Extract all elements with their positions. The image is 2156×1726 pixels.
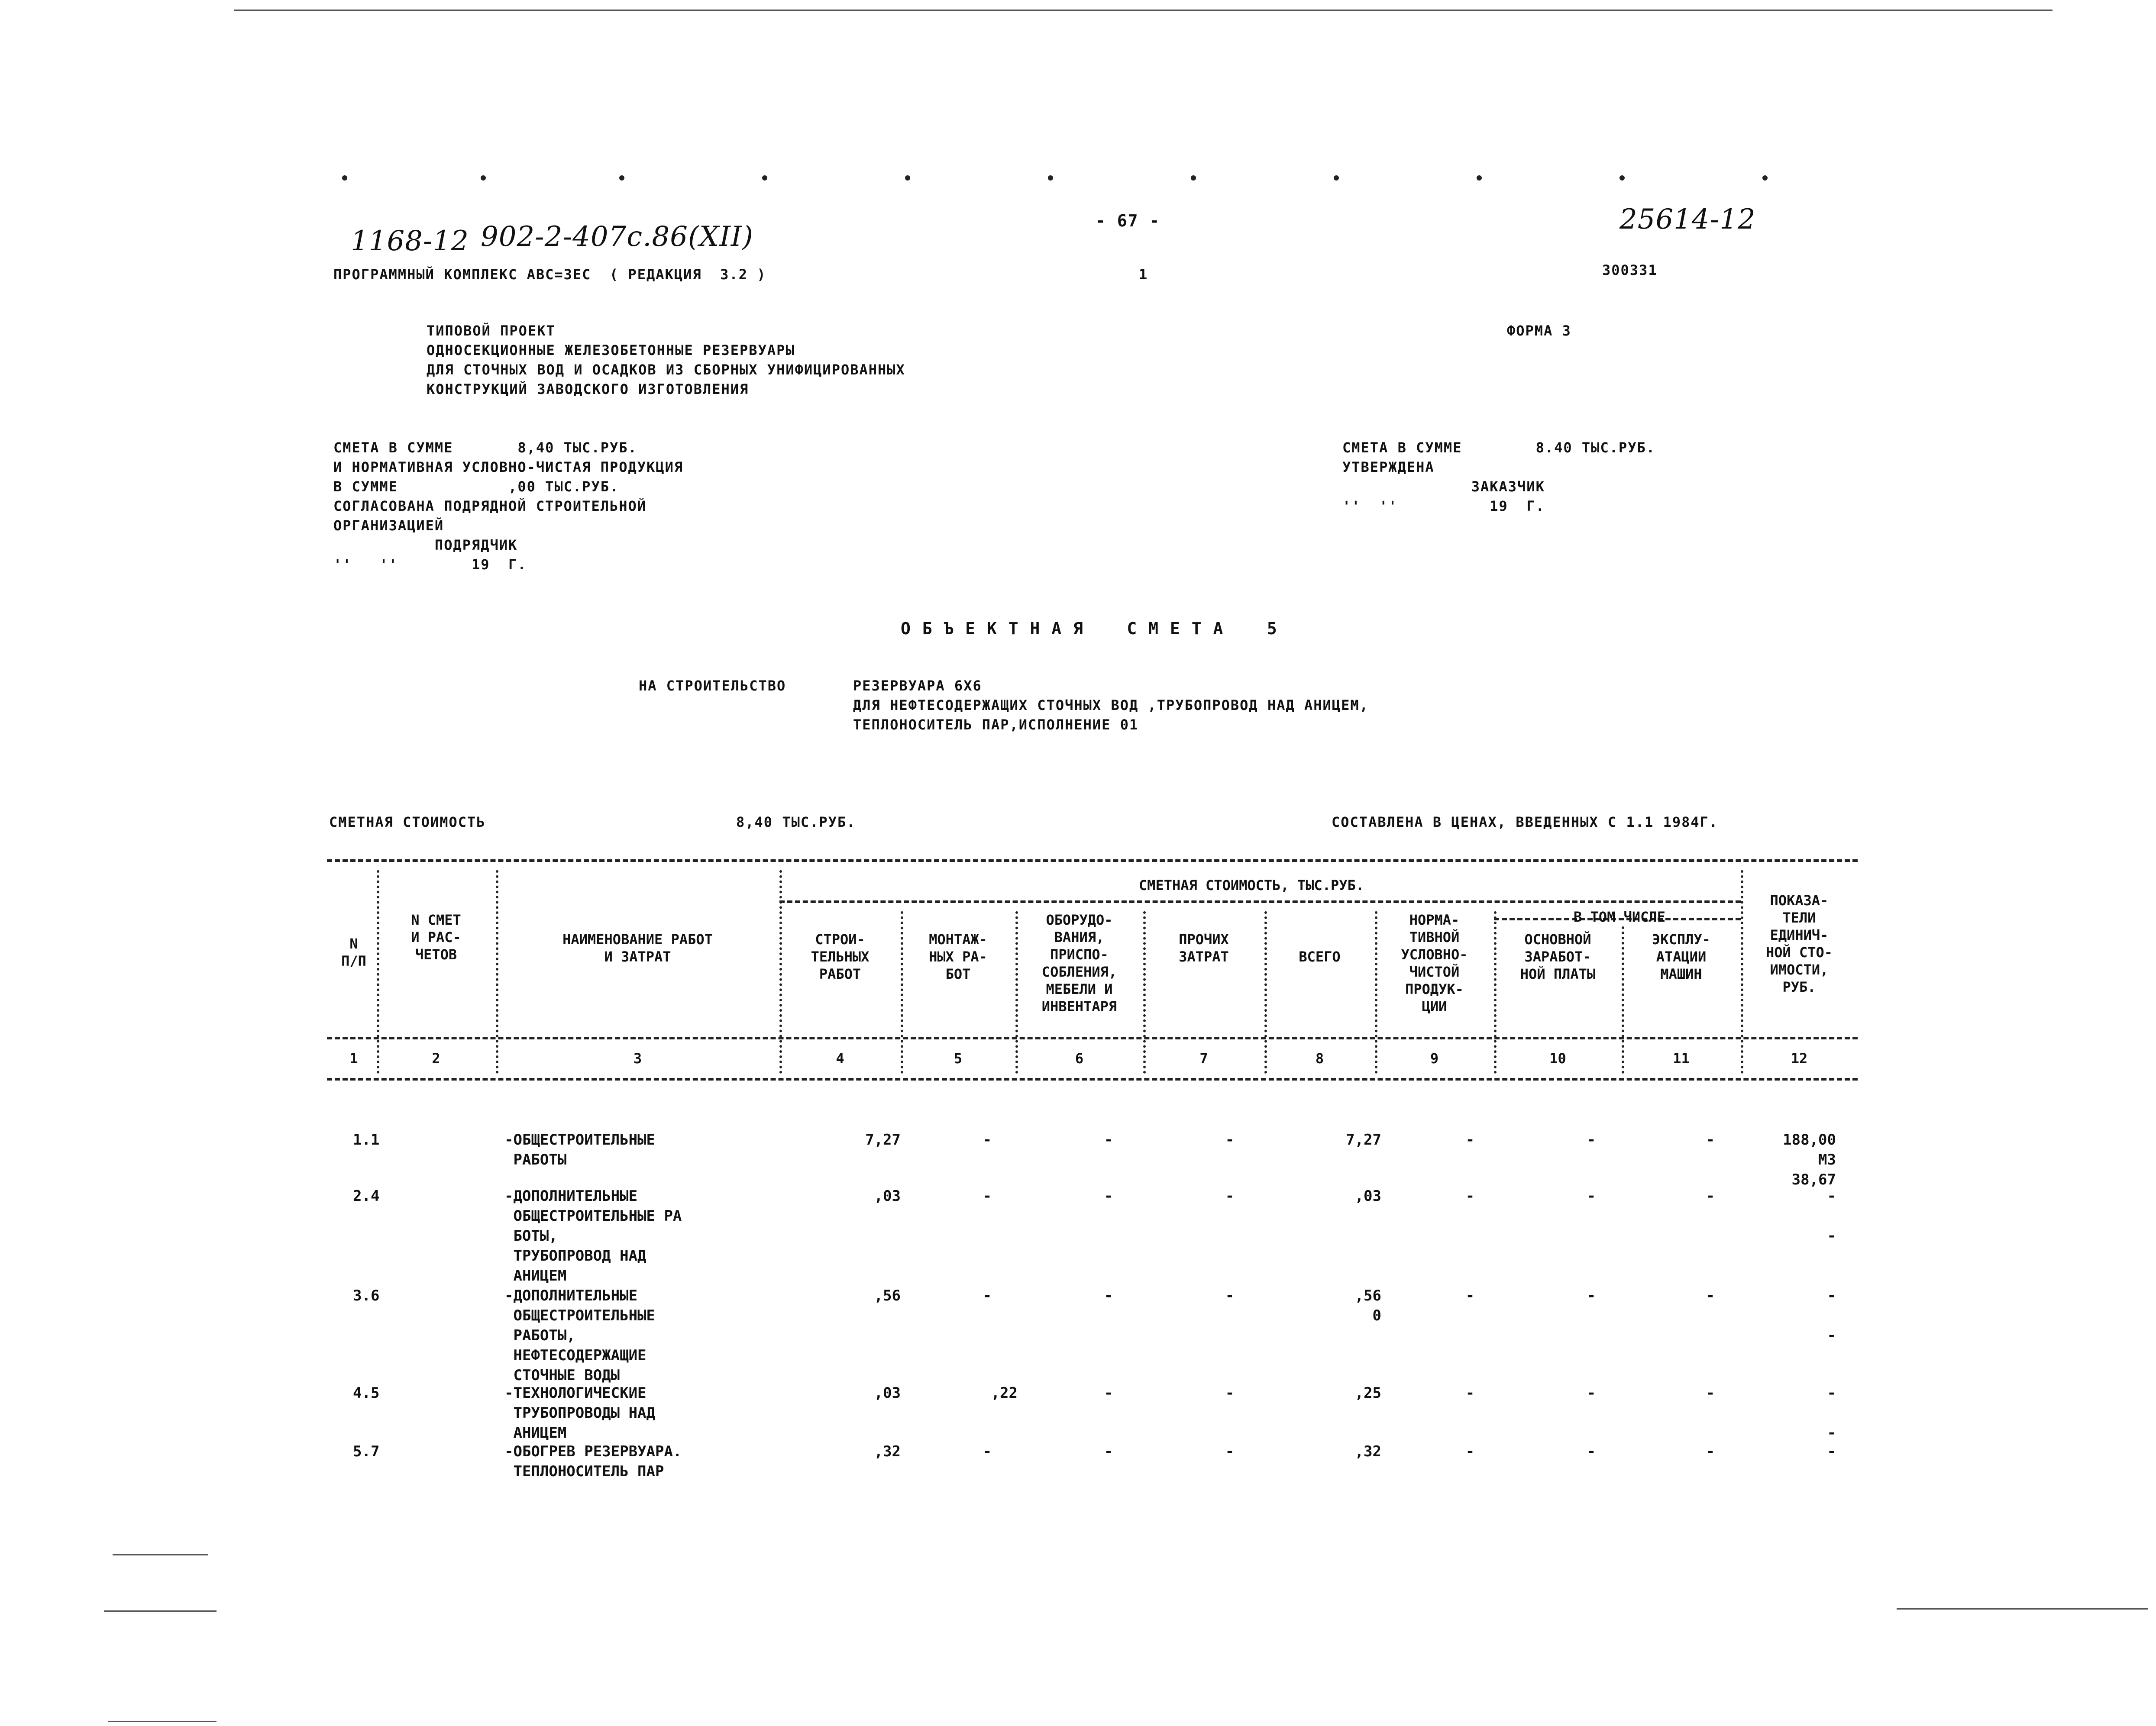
col-header-installation: МОНТАЖ- НЫХ РА- БОТ [929,931,987,982]
row-machines: - [1706,1187,1715,1205]
row-construction: ,32 [874,1443,901,1460]
prices-note: СОСТАВЛЕНА В ЦЕНАХ, ВВЕДЕННЫХ С 1.1 1984Г. [1332,814,1719,830]
page-number: - 67 - [1096,211,1160,230]
punch-dot [1334,175,1339,181]
row-installation: - [983,1287,992,1304]
col-number: 11 [1673,1050,1690,1067]
scan-edge-line [108,1721,217,1722]
approval-left-line: СОГЛАСОВАНА ПОДРЯДНОЙ СТРОИТЕЛЬНОЙ [333,498,647,514]
row-unit-cost: - - [1827,1187,1836,1245]
row-work-name: -ТЕХНОЛОГИЧЕСКИЕ ТРУБОПРОВОДЫ НАД АНИЦЕМ [504,1384,655,1442]
row-number: 4.5 [353,1384,380,1402]
row-equipment: - [1104,1131,1113,1149]
estimated-cost-label: СМЕТНАЯ СТОИМОСТЬ [329,814,486,830]
col-header-total: ВСЕГО [1299,948,1341,965]
col-number: 8 [1315,1050,1324,1067]
row-work-name: -ОБЩЕСТРОИТЕЛЬНЫЕ РАБОТЫ [504,1131,655,1168]
scan-edge-line [104,1610,217,1612]
col-header-normative: НОРМА- ТИВНОЙ УСЛОВНО- ЧИСТОЙ ПРОДУК- ЦИИ [1401,912,1468,1015]
row-equipment: - [1104,1384,1113,1402]
row-construction: 7,27 [865,1131,901,1149]
approval-right-line: ЗАКАЗЧИК [1342,478,1545,495]
col-number: 7 [1199,1050,1208,1067]
row-total: ,25 [1354,1384,1381,1402]
punch-dot [762,175,767,181]
col-header-work-name: НАИМЕНОВАНИЕ РАБОТ И ЗАТРАТ [562,931,713,965]
row-total: ,03 [1354,1187,1381,1205]
punch-dot [1048,175,1053,181]
row-construction: ,03 [874,1187,901,1205]
row-unit-cost: - - [1827,1384,1836,1442]
group-header: СМЕТНАЯ СТОИМОСТЬ, ТЫС.РУБ. [1138,877,1364,894]
approval-left-line: '' '' 19 Г. [333,556,527,573]
row-wages: - [1587,1187,1596,1205]
table-top-rule [327,859,1858,862]
row-number: 3.6 [353,1287,380,1304]
code-number: 300331 [1602,262,1658,278]
sheet-number: 1 [1139,266,1148,283]
construction-line: ДЛЯ НЕФТЕСОДЕРЖАЩИХ СТОЧНЫХ ВОД ,ТРУБОПРОВОД НАД АНИЦЕМ, [853,697,1369,713]
col-number: 6 [1075,1050,1084,1067]
punch-dot [342,175,347,181]
row-equipment: - [1104,1287,1113,1304]
col-header-wages: ОСНОВНОЙ ЗАРАБОТ- НОЙ ПЛАТЫ [1520,931,1596,982]
row-installation: - [983,1443,992,1460]
col-header-number: N П/П [341,936,366,969]
row-other: - [1225,1131,1235,1149]
construction-line: ТЕПЛОНОСИТЕЛЬ ПАР,ИСПОЛНЕНИЕ 01 [853,716,1139,733]
col-header-equipment: ОБОРУДО- ВАНИЯ, ПРИСПО- СОБЛЕНИЯ, МЕБЕЛИ И ИНВЕНТАРЯ [1041,912,1117,1015]
col-number: 9 [1430,1050,1439,1067]
row-normative: - [1465,1287,1475,1304]
column-separator [496,870,498,1074]
row-wages: - [1587,1384,1596,1402]
col-number: 1 [349,1050,358,1067]
col-header-unit-cost: ПОКАЗА- ТЕЛИ ЕДИНИЧ- НОЙ СТО- ИМОСТИ, РУБ. [1765,892,1833,995]
punch-dot [1477,175,1482,181]
punch-dot [1619,175,1625,181]
row-work-name: -ДОПОЛНИТЕЛЬНЫЕ ОБЩЕСТРОИТЕЛЬНЫЕ РАБОТЫ, НЕФТЕСОДЕРЖАЩИЕ СТОЧНЫЕ ВОДЫ [504,1287,655,1384]
row-wages: - [1587,1131,1596,1149]
row-other: - [1225,1187,1235,1205]
row-installation: - [983,1187,992,1205]
approval-right-line: УТВЕРЖДЕНА [1342,459,1435,475]
approval-left-line: СМЕТА В СУММЕ 8,40 ТЫС.РУБ. [333,439,637,456]
document-title: О Б Ъ Е К Т Н А Я С М Е Т А 5 [901,619,1278,638]
punch-dot [1191,175,1196,181]
punch-dot [1762,175,1768,181]
handwritten-sheet-code: 1168-12 [351,225,469,257]
construction-label: НА СТРОИТЕЛЬСТВО [639,677,786,694]
row-machines: - [1706,1287,1715,1304]
row-other: - [1225,1287,1235,1304]
row-number: 2.4 [353,1187,380,1205]
row-equipment: - [1104,1443,1113,1460]
row-construction: ,03 [874,1384,901,1402]
project-line: КОНСТРУКЦИЙ ЗАВОДСКОГО ИЗГОТОВЛЕНИЯ [427,381,749,397]
row-other: - [1225,1443,1235,1460]
col-number: 12 [1791,1050,1808,1067]
approval-left-line: ПОДРЯДЧИК [333,537,518,553]
project-line: ТИПОВОЙ ПРОЕКТ [427,323,556,339]
col-number-bottom-rule [327,1078,1858,1081]
row-number: 1.1 [353,1131,380,1149]
col-number: 10 [1549,1050,1566,1067]
row-machines: - [1706,1131,1715,1149]
row-normative: - [1465,1384,1475,1402]
group-header-rule [779,900,1741,903]
subgroup-header: В ТОМ ЧИСЛЕ [1574,909,1665,925]
col-header-construction: СТРОИ- ТЕЛЬНЫХ РАБОТ [811,931,870,982]
col-number: 5 [954,1050,963,1067]
scan-edge-line [113,1554,208,1555]
row-work-name: -ОБОГРЕВ РЕЗЕРВУАРА. ТЕПЛОНОСИТЕЛЬ ПАР [504,1443,682,1480]
row-wages: - [1587,1443,1596,1460]
row-normative: - [1465,1131,1475,1149]
row-construction: ,56 [874,1287,901,1304]
row-unit-cost: - [1827,1443,1836,1460]
row-other: - [1225,1384,1235,1402]
approval-left-line: ОРГАНИЗАЦИЕЙ [333,517,444,534]
row-machines: - [1706,1384,1715,1402]
row-total: 7,27 [1346,1131,1381,1149]
approval-right-line: СМЕТА В СУММЕ 8.40 ТЫС.РУБ. [1342,439,1656,456]
header-bottom-rule [327,1037,1858,1039]
row-unit-cost: - - [1827,1287,1836,1344]
row-wages: - [1587,1287,1596,1304]
punch-dot [619,175,624,181]
col-number: 3 [633,1050,642,1067]
col-number: 2 [432,1050,440,1067]
project-line: ОДНОСЕКЦИОННЫЕ ЖЕЛЕЗОБЕТОННЫЕ РЕЗЕРВУАРЫ [427,342,795,358]
column-separator [377,870,379,1074]
row-unit-cost: 188,00 М3 38,67 [1783,1131,1836,1188]
row-number: 5.7 [353,1443,380,1460]
form-label: ФОРМА 3 [1507,323,1571,339]
scan-edge-line [234,10,2053,11]
approval-right-line: '' '' 19 Г. [1342,498,1545,514]
row-equipment: - [1104,1187,1113,1205]
handwritten-project-code: 902-2-407с.86(XII) [481,221,753,253]
row-total: ,56 0 [1354,1287,1381,1324]
estimated-cost-value: 8,40 ТЫС.РУБ. [736,814,856,830]
row-machines: - [1706,1443,1715,1460]
punch-dot [905,175,910,181]
scan-edge-line [1897,1608,2148,1610]
row-total: ,32 [1354,1443,1381,1460]
col-number: 4 [836,1050,844,1067]
row-work-name: -ДОПОЛНИТЕЛЬНЫЕ ОБЩЕСТРОИТЕЛЬНЫЕ РА БОТЫ, ТРУБОПРОВОД НАД АНИЦЕМ [504,1187,682,1284]
approval-left-line: В СУММЕ ,00 ТЫС.РУБ. [333,478,619,495]
row-normative: - [1465,1443,1475,1460]
project-line: ДЛЯ СТОЧНЫХ ВОД И ОСАДКОВ ИЗ СБОРНЫХ УНИФИЦИРОВАННЫХ [427,361,905,378]
col-header-other: ПРОЧИХ ЗАТРАТ [1179,931,1229,965]
column-separator [1264,911,1267,1074]
col-header-machines: ЭКСПЛУ- АТАЦИИ МАШИН [1652,931,1710,982]
col-header-estimate-ref: N СМЕТ И РАС- ЧЕТОВ [411,912,461,963]
program-line: ПРОГРАММНЫЙ КОМПЛЕКС АВС=ЗЕС ( РЕДАКЦИЯ 3.2 ) [333,266,766,283]
punch-dot [481,175,486,181]
handwritten-archive-number: 25614-12 [1619,203,1756,236]
row-normative: - [1465,1187,1475,1205]
construction-line: РЕЗЕРВУАРА 6Х6 [853,677,982,694]
row-installation: ,22 [991,1384,1018,1402]
row-installation: - [983,1131,992,1149]
approval-left-line: И НОРМАТИВНАЯ УСЛОВНО-ЧИСТАЯ ПРОДУКЦИЯ [333,459,684,475]
